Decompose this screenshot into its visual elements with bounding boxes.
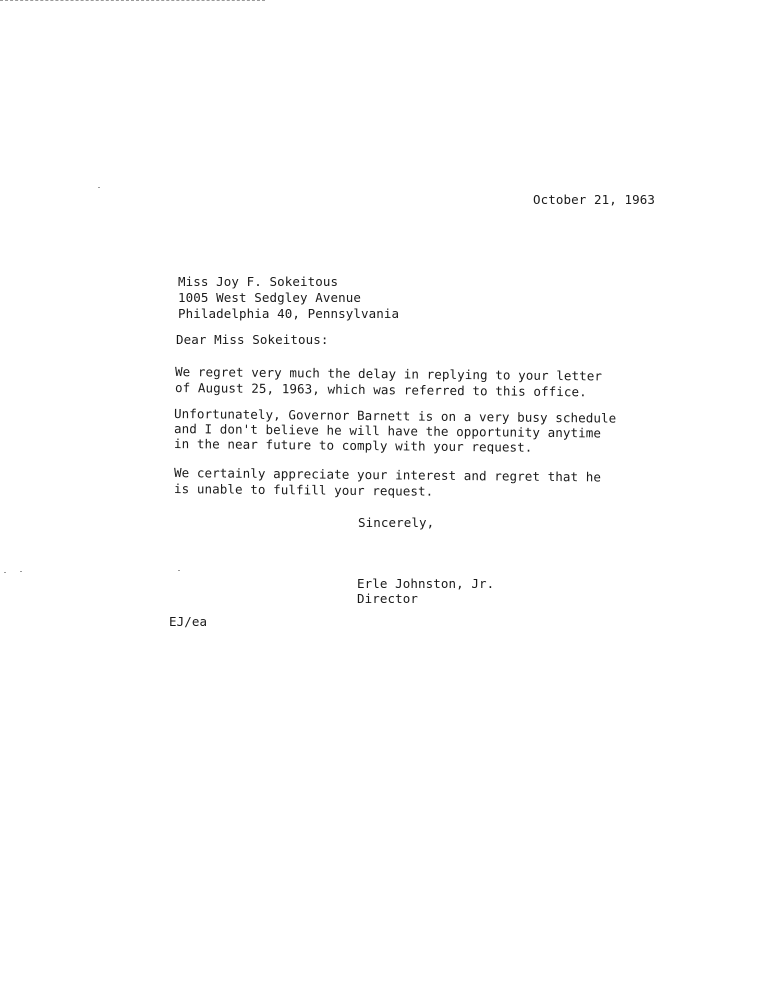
paragraph-3-line-1: We certainly appreciate your interest and regret that he — [173, 465, 602, 485]
recipient-street: 1005 West Sedgley Avenue — [178, 290, 362, 305]
signer-title: Director — [357, 591, 419, 606]
paragraph-2-line-2: and I don't believe he will have the opportunity anytime — [173, 421, 602, 441]
top-dashed-rule — [0, 0, 265, 1]
paragraph-2-line-1: Unfortunately, Governor Barnett is on a very busy schedule — [173, 406, 617, 426]
paragraph-1-line-1: We regret very much the delay in replying to your letter — [174, 364, 603, 384]
typist-initials: EJ/ea — [169, 614, 208, 629]
letter-date: October 21, 1963 — [533, 192, 656, 207]
recipient-name: Miss Joy F. Sokeitous — [178, 274, 339, 289]
paragraph-1-line-2: of August 25, 1963, which was referred to this office. — [174, 380, 587, 400]
scan-speck — [178, 570, 180, 571]
paragraph-3-line-2: is unable to fulfill your request. — [173, 481, 434, 499]
paragraph-2-line-3: in the near future to comply with your request. — [173, 436, 533, 455]
scan-speck — [4, 572, 6, 573]
recipient-city: Philadelphia 40, Pennsylvania — [178, 306, 400, 321]
scan-speck — [20, 571, 22, 572]
signer-name: Erle Johnston, Jr. — [357, 576, 495, 591]
salutation: Dear Miss Sokeitous: — [176, 332, 329, 347]
scan-speck — [98, 187, 100, 188]
closing: Sincerely, — [358, 515, 435, 530]
